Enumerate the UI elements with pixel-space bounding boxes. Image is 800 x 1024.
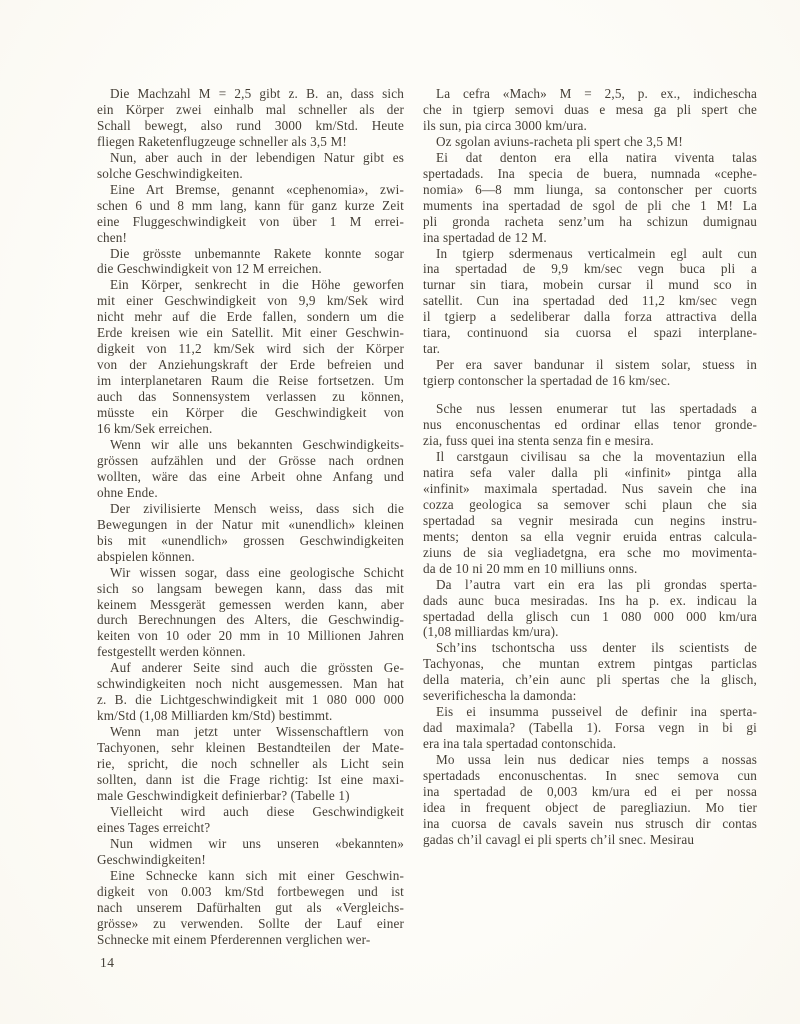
text-line: Il carstgaun civilisau sa che la moventaziun ella xyxy=(436,448,757,464)
text-line: digkeit von 0.003 km/Std fortbewegen und ist xyxy=(97,883,404,899)
text-line: natira sefa valer dalla pli «infinit» pintga alla xyxy=(423,464,757,480)
paragraph xyxy=(423,246,757,358)
text-line: tgierp contonscher la spertadad de 16 km/sec. xyxy=(423,373,671,389)
text-line: nus enconuschentas ed ordinar ellas tenor gronde- xyxy=(423,417,757,433)
text-line: keinem Messgerät gemessen werden kann, aber xyxy=(97,596,404,612)
text-line: von der Anziehungskraft der Erde befreien und xyxy=(97,357,404,373)
text-line: spertadads enconuschentas. In snec semova cun xyxy=(423,768,757,784)
text-line: rie, spricht, die noch schneller als Licht sein xyxy=(97,756,404,772)
text-line: Per era saver bandunar il sistem solar, stuess in xyxy=(436,357,757,373)
text-line: mit einer Geschwindigkeit von 9,9 km/Sek wird xyxy=(97,293,404,309)
text-line: ina spertadad de 12 M. xyxy=(423,229,547,245)
text-line: Nun widmen wir uns unseren «bekannten» xyxy=(110,835,404,851)
text-line: Tachyonen, sehr kleinen Bestandteilen der Mate- xyxy=(97,740,404,756)
paragraph xyxy=(97,246,404,278)
text-line: eine Fluggeschwindigkeit von über 1 M errei- xyxy=(97,213,404,229)
paragraph xyxy=(423,86,757,134)
text-line: Nun, aber auch in der lebendigen Natur gibt es xyxy=(110,149,404,165)
text-line: zia, fuss quei ina stenta senza fin e mesira. xyxy=(423,433,654,449)
text-line: wollten, wäre das eine Arbeit ohne Anfang und xyxy=(97,468,404,484)
text-line: müsste ein Körper die Geschwindigkeit von xyxy=(97,405,404,421)
text-line: spertadads. Ina specia de buera, numnada «cephe- xyxy=(423,165,757,181)
paragraph xyxy=(423,150,757,246)
paragraph xyxy=(97,277,404,437)
text-line: Sch’ins tschontscha uss denter ils scientists de xyxy=(436,640,757,656)
text-line: grössen aufzählen und der Grösse nach ordnen xyxy=(97,452,404,468)
text-line: ina spertadad de 9,9 km/sec vegn buca pli a xyxy=(423,261,757,277)
text-line: nicht mehr auf die Erde fallen, sondern um die xyxy=(97,309,404,325)
text-line: nomia» 6—8 mm liunga, sa contonscher per cuorts xyxy=(423,181,757,197)
text-line: ohne Ende. xyxy=(97,484,158,500)
text-line: La cefra «Mach» M = 2,5, p. ex., indichescha xyxy=(436,86,757,101)
text-line: ina cuorsa de cavals savein nus strusch dir contas xyxy=(423,815,757,831)
paragraph xyxy=(97,565,404,661)
text-line: eines Tages erreicht? xyxy=(97,819,211,835)
text-line: Die grösste unbemannte Rakete konnte sogar xyxy=(110,245,404,261)
text-line: bis mit «unendlich» grossen Geschwindigkeiten xyxy=(97,532,404,548)
text-line: durch Berechnungen des Alters, die Geschwindig- xyxy=(97,612,404,628)
text-line: Bewegungen in der Natur mit «unendlich» kleinen xyxy=(97,516,404,532)
text-line: festgestellt werden können. xyxy=(97,644,246,660)
text-line: «infinit» maximala spertadad. Nus savein che ina xyxy=(423,480,757,496)
paragraph xyxy=(423,752,757,848)
text-line: il tgierp a sedeliberar dalla forza attractiva della xyxy=(423,309,757,325)
paragraph xyxy=(97,724,404,804)
paragraph xyxy=(97,182,404,246)
text-line: sich so langsam bewegen kann, dass das mit xyxy=(97,580,404,596)
text-line: schen 6 und 8 mm lang, kann für ganz kurze Zeit xyxy=(97,197,404,213)
text-line: che in tgierp semovi duas e mesa ga pli spert che xyxy=(423,101,757,117)
text-line: abspielen können. xyxy=(97,548,195,564)
text-line: (1,08 milliardas km/ura). xyxy=(423,624,559,640)
text-line: Vielleicht wird auch diese Geschwindigkeit xyxy=(110,803,404,819)
text-line: pli gronda racheta senz’um ha schizun dumignau xyxy=(423,213,757,229)
page-number: 14 xyxy=(100,955,115,970)
paragraph xyxy=(97,150,404,182)
text-line: ziuns de sia vegliadetgna, era sche mo movimenta- xyxy=(423,544,757,560)
text-line: auch das Sonnensystem verlassen zu können, xyxy=(97,389,404,405)
text-line: digkeit von 11,2 km/Sek wird sich der Körper xyxy=(97,341,404,357)
text-line: da de 10 ni 20 mm en 10 milliuns onns. xyxy=(423,560,638,576)
paragraph xyxy=(423,577,757,641)
text-line: Schall bewegt, also rund 3000 km/Std. Heute xyxy=(97,117,404,133)
text-line: ein Körper zwei einhalb mal schneller als der xyxy=(97,101,404,117)
text-line: nach unserem Dafürhalten gut als «Vergleichs- xyxy=(97,899,404,915)
text-line: turnar sin tiara, mobein cursar il mund sco in xyxy=(423,277,757,293)
text-line: Ein Körper, senkrecht in die Höhe geworfen xyxy=(110,277,404,293)
paragraph xyxy=(97,86,404,150)
text-line: In tgierp sdermenaus verticalmein egl ault cun xyxy=(436,245,757,261)
text-line: gadas ch’il cavagl ei pli sperts ch’il snec. Mesirau xyxy=(423,831,695,847)
text-line: Die Machzahl M = 2,5 gibt z. B. an, dass sich xyxy=(110,86,404,101)
text-line: sollten, dann ist die Frage richtig: Ist eine maxi- xyxy=(97,771,404,787)
text-line: Wir wissen sogar, dass eine geologische Schicht xyxy=(110,564,404,580)
text-line: Auf anderer Seite sind auch die grössten Ge- xyxy=(110,660,404,676)
paragraph xyxy=(423,449,757,577)
text-line: spertadad della glisch cun 1 080 000 000 km/ura xyxy=(423,608,757,624)
paragraph xyxy=(423,640,757,704)
text-line: keiten von 10 oder 20 mm in 10 Millionen Jahren xyxy=(97,628,404,644)
text-line: Sche nus lessen enumerar tut las spertadads a xyxy=(436,401,757,417)
text-line: ils sun, pia circa 3000 km/ura. xyxy=(423,117,587,133)
text-line: z. B. die Lichtgeschwindigkeit mit 1 080 000 000 xyxy=(97,692,404,708)
text-line: severifichescha la damonda: xyxy=(423,688,577,704)
text-line: Geschwindigkeiten! xyxy=(97,851,206,867)
text-line: Tachyonas, che muntan extrem pintgas particlas xyxy=(423,656,757,672)
text-line: schwindigkeiten noch nicht ausgemessen. Man hat xyxy=(97,676,404,692)
text-line: Eine Art Bremse, genannt «cephenomia», zwi- xyxy=(110,181,404,197)
text-line: Ei dat denton era ella natira viventa talas xyxy=(436,149,757,165)
text-column-left xyxy=(97,86,404,947)
text-line: spertadad sa vegnir mesirada cun negins instru- xyxy=(423,512,757,528)
text-line: chen! xyxy=(97,229,128,245)
paragraph xyxy=(97,437,404,501)
text-line: Da l’autra vart ein era las pli grondas sperta- xyxy=(436,576,757,592)
paragraph xyxy=(97,836,404,868)
text-line: die Geschwindigkeit von 12 M erreichen. xyxy=(97,261,322,277)
text-line: Oz sgolan aviuns-racheta pli spert che 3,5 M! xyxy=(436,133,683,149)
text-column-right xyxy=(423,86,757,848)
paragraph xyxy=(423,357,757,389)
text-line: muments ina spertadad de sgol de pli che 1 M! La xyxy=(423,197,757,213)
text-line: 16 km/Sek erreichen. xyxy=(97,421,213,437)
text-line: dad maximala? (Tabella 1). Forsa vegn in bi gi xyxy=(423,720,757,736)
text-line: ina spertadad de 0,003 km/ura ed ei per nossa xyxy=(423,783,757,799)
text-line: Mo ussa lein nus dedicar nies temps a nossas xyxy=(436,752,757,768)
text-line: Wenn man jetzt unter Wissenschaftlern von xyxy=(110,724,404,740)
paragraph xyxy=(97,501,404,565)
text-line: solche Geschwindigkeiten. xyxy=(97,165,243,181)
text-line: Eis ei insumma pusseivel de definir ina sperta- xyxy=(436,704,757,720)
text-line: Eine Schnecke kann sich mit einer Geschwin- xyxy=(110,867,404,883)
text-line: Erde kreisen wie ein Satellit. Mit einer Geschwin- xyxy=(97,325,404,341)
text-line: dads aunc buca mesiradas. Ins ha p. ex. indicau la xyxy=(423,592,757,608)
text-line: fliegen Raketenflugzeuge schneller als 3,5 M! xyxy=(97,133,347,149)
text-line: Wenn wir alle uns bekannten Geschwindigkeits- xyxy=(110,436,404,452)
paragraph xyxy=(97,804,404,836)
paragraph xyxy=(423,704,757,752)
text-line: della materia, ch’ein aunc pli spertas che la glisch, xyxy=(423,672,757,688)
text-line: km/Std (1,08 Milliarden km/Std) bestimmt. xyxy=(97,708,333,724)
text-line: tiara, continuond sia cuorsa el spazi interplane- xyxy=(423,325,757,341)
paragraph xyxy=(423,134,757,150)
text-line: tar. xyxy=(423,341,441,357)
text-line: era ina tala spertadad contonschida. xyxy=(423,736,617,752)
text-line: satellit. Cun ina spertadad ded 11,2 km/sec vegn xyxy=(423,293,757,309)
text-line: Der zivilisierte Mensch weiss, dass sich die xyxy=(110,500,404,516)
text-line: male Geschwindigkeit definierbar? (Tabelle 1) xyxy=(97,787,350,803)
text-line: im interplanetaren Raum die Reise fortsetzen. Um xyxy=(97,373,404,389)
paragraph xyxy=(97,660,404,724)
text-line: idea in frequent object de paregliaziun. Mo tier xyxy=(423,799,757,815)
text-line: cozza geologica sa semover schi plaun che sia xyxy=(423,496,757,512)
text-line: grösse» zu verwenden. Sollte der Lauf einer xyxy=(97,915,404,931)
paragraph xyxy=(423,401,757,449)
paragraph xyxy=(97,868,404,948)
text-line: ments; denton sa ella vegnir eruida entras calcula- xyxy=(423,528,757,544)
text-line: Schnecke mit einem Pferderennen verglichen wer- xyxy=(97,931,371,947)
